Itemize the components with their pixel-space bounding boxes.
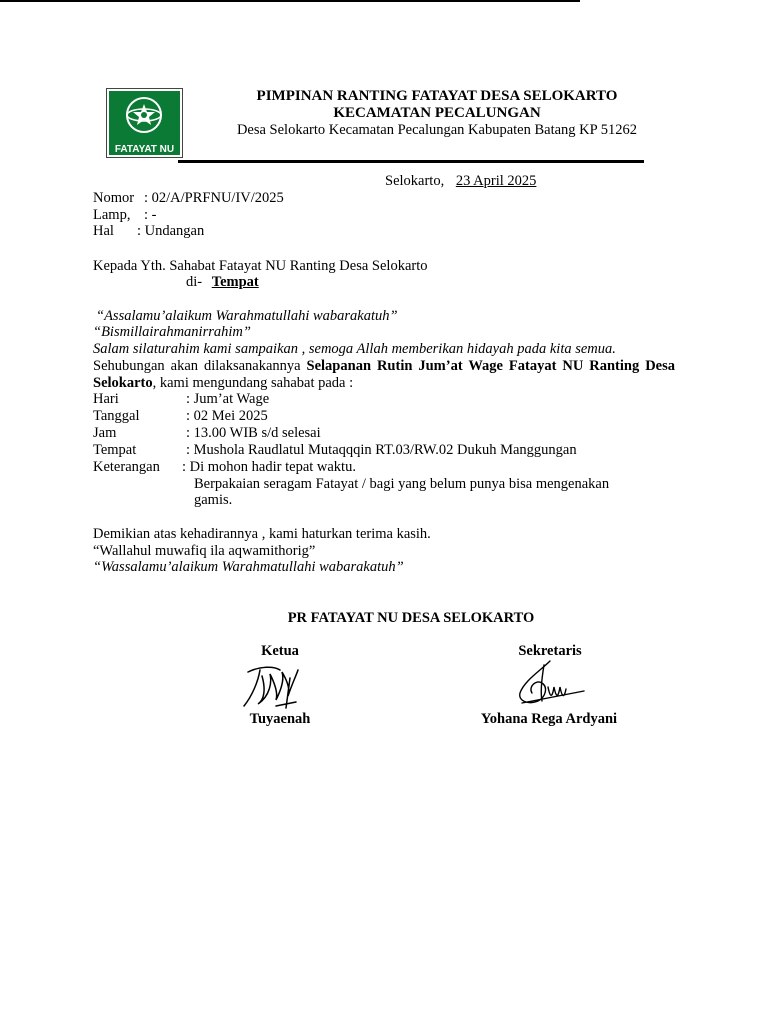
ketua-name: Tuyaenah xyxy=(249,711,311,727)
detail-label-jam: Jam xyxy=(93,425,117,441)
fatayat-nu-logo xyxy=(106,88,183,158)
signature-org: PR FATAYAT NU DESA SELOKARTO xyxy=(287,610,535,626)
date: 23 April 2025 xyxy=(455,173,537,189)
di-label: di- xyxy=(186,274,203,290)
lamp-label: Lamp, xyxy=(93,207,131,223)
salam-opening: “Assalamu’alaikum Warahmatullahi wabarakatuh” xyxy=(96,308,398,324)
detail-value-hari: : Jum’at Wage xyxy=(186,391,270,407)
detail-label-tempat: Tempat xyxy=(93,442,137,458)
org-line1: PIMPINAN RANTING FATAYAT DESA SELOKARTO xyxy=(256,88,618,104)
letterhead-rule xyxy=(178,160,644,163)
detail-value-keterangan: : Di mohon hadir tepat waktu. xyxy=(182,459,356,475)
nomor-value: : 02/A/PRFNU/IV/2025 xyxy=(144,190,284,206)
closing-line2: “Wallahul muwafiq ila aqwamithorig” xyxy=(93,543,316,559)
bismillah: “Bismillairahmanirrahim” xyxy=(93,324,251,340)
place: Selokarto, xyxy=(385,173,445,189)
salam-text: Salam silaturahim kami sampaikan , semoga Allah memberikan hidayah pada kita semua. xyxy=(93,341,616,357)
detail-label-keterangan: Keterangan xyxy=(93,459,160,475)
detail-value-jam: : 13.00 WIB s/d selesai xyxy=(186,425,321,441)
detail-value-tempat: : Mushola Raudlatul Mutaqqqin RT.03/RW.02 Dukuh Manggungan xyxy=(186,442,577,458)
ketua-signature-icon xyxy=(240,660,310,712)
event-name: Selapanan Rutin Jum’at Wage Fatayat NU Ranting xyxy=(306,358,640,374)
detail-label-tanggal: Tanggal xyxy=(93,408,140,424)
sekretaris-name: Yohana Rega Ardyani xyxy=(480,711,618,727)
hal-value: : Undangan xyxy=(137,223,205,239)
logo-text: FATAYAT NU xyxy=(114,144,175,155)
sekretaris-title: Sekretaris xyxy=(518,643,582,659)
lamp-value: : - xyxy=(144,207,157,223)
keterangan-extra-2: gamis. xyxy=(194,492,233,508)
letterhead-address: Desa Selokarto Kecamatan Pecalungan Kabupaten Batang KP 51262 xyxy=(236,122,638,138)
detail-value-tanggal: : 02 Mei 2025 xyxy=(186,408,268,424)
para-post: , kami mengundang sahabat pada : xyxy=(152,375,354,391)
event-location: Desa Selokarto xyxy=(93,358,675,391)
place-date xyxy=(385,173,536,190)
recipient-di xyxy=(186,274,259,291)
para-pre: Sehubungan akan dilaksanakannya xyxy=(93,358,307,374)
hal-label: Hal xyxy=(93,223,114,239)
ketua-title: Ketua xyxy=(261,643,299,659)
nomor-label: Nomor xyxy=(93,190,135,206)
tempat-label: Tempat xyxy=(211,274,259,290)
sekretaris-signature-icon xyxy=(510,657,590,709)
letterhead-title xyxy=(215,88,659,122)
org-line2: KECAMATAN PECALUNGAN xyxy=(333,105,541,121)
keterangan-extra-1: Berpakaian seragam Fatayat / bagi yang belum punya bisa mengenakan xyxy=(194,476,610,492)
recipient-line: Kepada Yth. Sahabat Fatayat NU Ranting Desa Selokarto xyxy=(93,258,428,274)
detail-label-hari: Hari xyxy=(93,391,119,407)
closing-salam: “Wassalamu’alaikum Warahmatullahi wabarakatuh” xyxy=(93,559,404,575)
top-rule xyxy=(0,0,580,2)
invitation-paragraph xyxy=(93,358,675,392)
star-globe-icon xyxy=(121,93,167,137)
closing-line1: Demikian atas kehadirannya , kami haturkan terima kasih. xyxy=(93,526,431,542)
